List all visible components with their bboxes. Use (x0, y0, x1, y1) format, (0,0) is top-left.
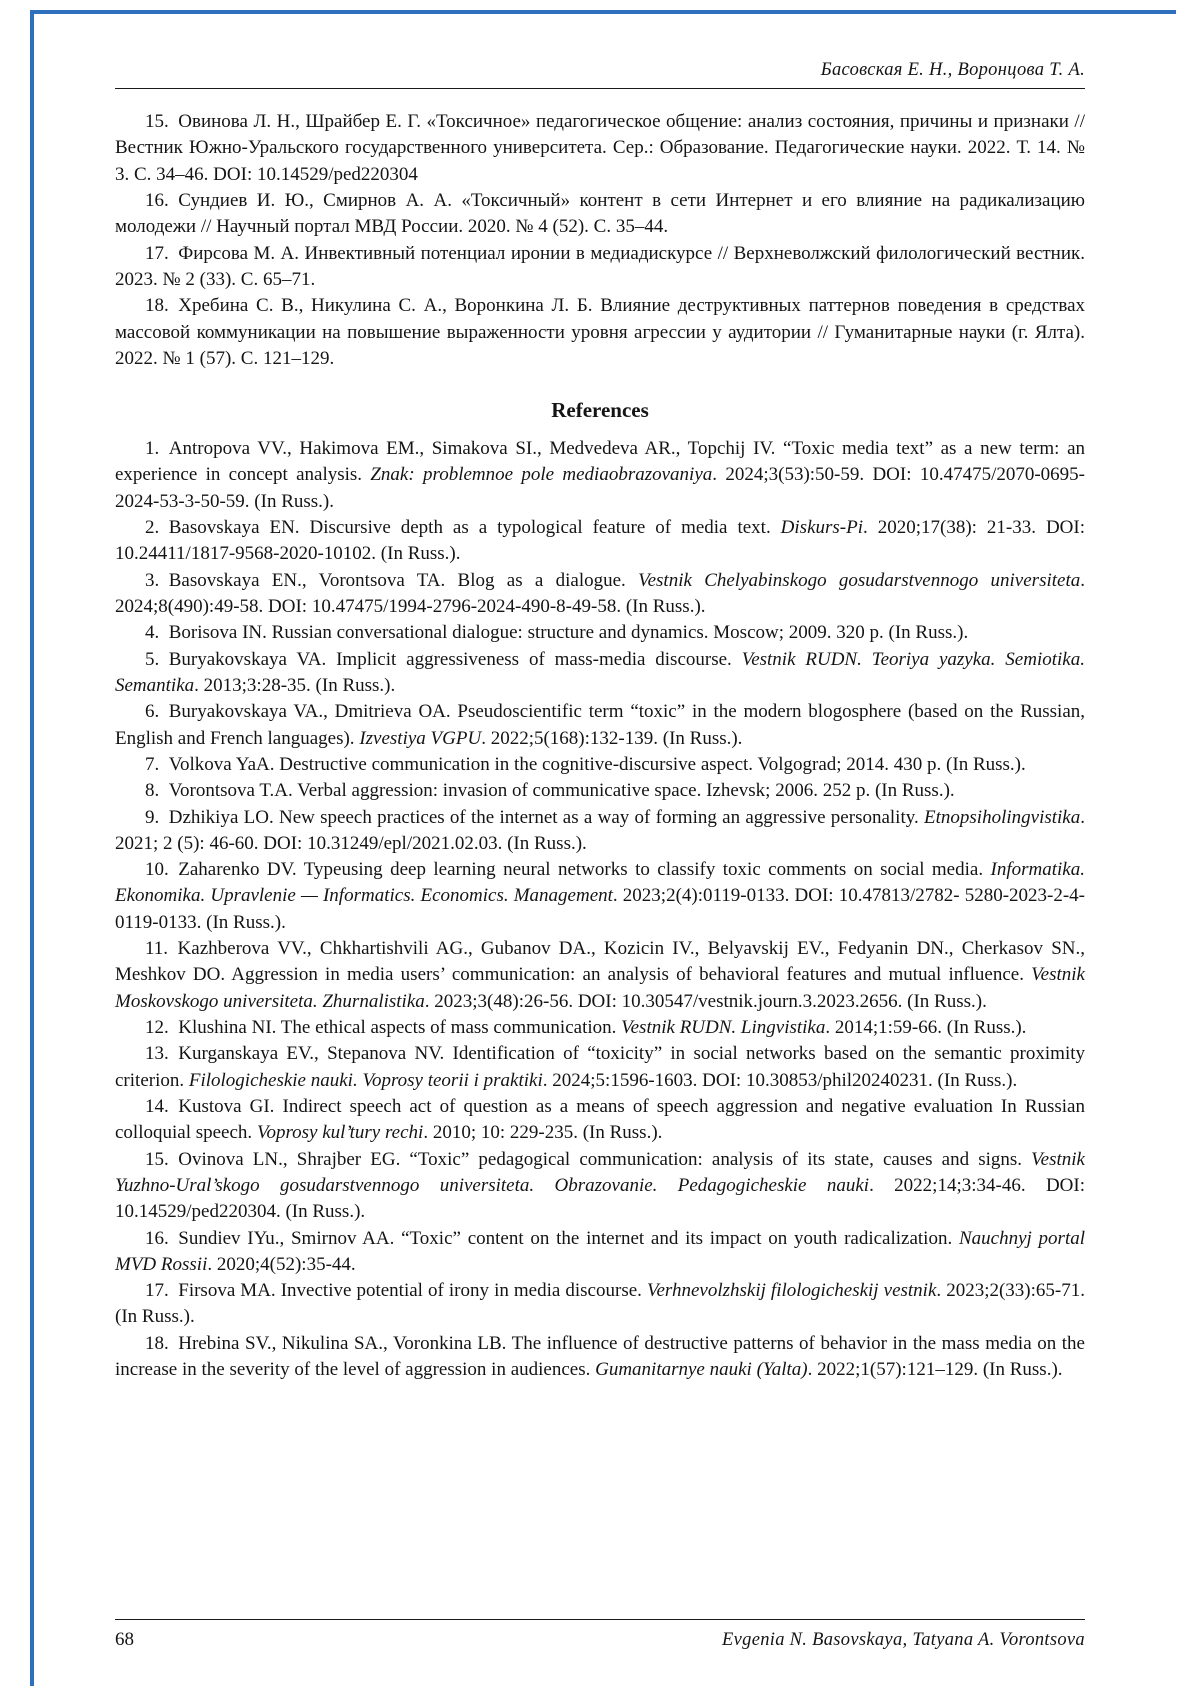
page-footer (115, 1619, 1085, 1697)
page-number: 68 (115, 1629, 134, 1650)
reference-item: 9. Dzhikiya LO. New speech practices of the internet as a way of forming an aggressive personality. Etnopsiholingvistika. 2021; 2 (5): 46-60. DOI: 10.31249/epl/2021.02.03. (In Russ.). (115, 806, 1085, 854)
page-header (115, 60, 1085, 89)
russian-references-section (115, 109, 1085, 372)
reference-item: 4. Borisova IN. Russian conversational dialogue: structure and dynamics. Moscow; 2009. 320 p. (In Russ.). (145, 622, 969, 644)
reference-item: 1. Antropova VV., Hakimova EM., Simakova SI., Medvedeva AR., Topchij IV. “Toxic media text” as a new term: an experience in concept analysis. Znak: problemnoe pole mediaobrazovaniya. 2024;3(53):50-59. DOI: 10.47475/2070-0695-2024-53-3-50-59. (In Russ.). (115, 438, 1085, 512)
reference-item: 8. Vorontsova T.A. Verbal aggression: invasion of communicative space. Izhevsk; 2006. 252 p. (In Russ.). (145, 780, 955, 802)
reference-item: 2. Basovskaya EN. Discursive depth as a typological feature of media text. Diskurs-Pi. 2020;17(38): 21-33. DOI: 10.24411/1817-9568-2020-10102. (In Russ.). (115, 517, 1085, 565)
reference-item: 3. Basovskaya EN., Vorontsova TA. Blog as a dialogue. Vestnik Chelyabinskogo gosudarstvennogo universiteta. 2024;8(490):49-58. DOI: 10.47475/1994-2796-2024-490-8-49-58. (In Russ.). (115, 569, 1085, 617)
reference-item: 18. Hrebina SV., Nikulina SA., Voronkina LB. The influence of destructive patterns of behavior in the mass media on the increase in the severity of the level of aggression in audiences. Gumanitarnye nauki (Yalta). 2022;1(57):121–129. (In Russ.). (115, 1332, 1085, 1381)
footer-rule (115, 1619, 1085, 1620)
reference-item: 16. Sundiev IYu., Smirnov AA. “Toxic” content on the internet and its impact on youth radicalization. Nauchnyj portal MVD Rossii. 2020;4(52):35-44. (115, 1227, 1085, 1275)
reference-item: 11. Kazhberova VV., Chkhartishvili AG., Gubanov DA., Kozicin IV., Belyavskij EV., Fedyanin DN., Cherkasov SN., Meshkov DO. Aggression in media users’ communication: an analysis of behavioral features and mutual influence. Vestnik Moskovskogo universiteta. Zhurnalistika. 2023;3(48):26-56. DOI: 10.30547/vestnik.journ.3.2023.2656. (In Russ.). (115, 938, 1085, 1012)
reference-item: 6. Buryakovskaya VA., Dmitrieva OA. Pseudoscientific term “toxic” in the modern blogosphere (based on the Russian, English and French languages). Izvestiya VGPU. 2022;5(168):132-139. (In Russ.). (115, 701, 1085, 749)
reference-item: 15. Ovinova LN., Shrajber EG. “Toxic” pedagogical communication: analysis of its state, causes and signs. Vestnik Yuzhno-Ural’skogo gosudarstvennogo universiteta. Obrazovanie. Pedagogicheskie nauki. 2022;14;3:34-46. DOI: 10.14529/ped220304. (In Russ.). (115, 1148, 1085, 1223)
reference-item: 7. Volkova YaA. Destructive communication in the cognitive-discursive aspect. Volgograd; 2014. 430 p. (In Russ.). (145, 753, 1026, 775)
reference-item: 18. Хребина С. В., Никулина С. А., Воронкина Л. Б. Влияние деструктивных паттернов поведения в средствах массовой коммуникации на повышение выраженности уровня агрессии у аудитории // Гуманитарные науки (г. Ялта). 2022. № 1 (57). С. 121–129. (115, 295, 1085, 369)
footer-row (115, 1629, 1085, 1651)
left-border-line (30, 10, 34, 1686)
reference-item: 5. Buryakovskaya VA. Implicit aggressiveness of mass-media discourse. Vestnik RUDN. Teoriya yazyka. Semiotika. Semantika. 2013;3:28-35. (In Russ.). (115, 648, 1085, 696)
reference-item: 16. Сундиев И. Ю., Смирнов А. А. «Токсичный» контент в сети Интернет и его влияние на радикализацию молодежи // Научный портал МВД России. 2020. № 4 (52). С. 35–44. (115, 189, 1085, 238)
english-references-section (115, 436, 1085, 1383)
running-head-authors: Басовская Е. Н., Воронцова Т. А. (820, 60, 1085, 80)
reference-item: 13. Kurganskaya EV., Stepanova NV. Identification of “toxicity” in social networks based on the semantic proximity criterion. Filologicheskie nauki. Voprosy teorii i praktiki. 2024;5:1596-1603. DOI: 10.30853/phil20240231. (In Russ.). (115, 1043, 1085, 1091)
reference-item: 17. Фирсова М. А. Инвективный потенциал иронии в медиадискурсе // Верхневолжский филологический вестник. 2023. № 2 (33). С. 65–71. (115, 242, 1085, 290)
reference-item: 10. Zaharenko DV. Typeusing deep learning neural networks to classify toxic comments on social media. Informatika. Ekonomika. Upravlenie — Informatics. Economics. Management. 2023;2(4):0119-0133. DOI: 10.47813/2782- 5280-2023-2-4-0119-0133. (In Russ.). (115, 859, 1085, 933)
reference-item: 14. Kustova GI. Indirect speech act of question as a means of speech aggression and negative evaluation In Russian colloquial speech. Voprosy kul’tury rechi. 2010; 10: 229-235. (In Russ.). (115, 1095, 1085, 1144)
top-border-line (30, 10, 1176, 14)
references-heading: References (551, 398, 649, 423)
reference-item: 17. Firsova MA. Invective potential of irony in media discourse. Verhnevolzhskij filologicheskij vestnik. 2023;2(33):65-71. (In Russ.). (115, 1280, 1085, 1328)
footer-authors: Evgenia N. Basovskaya, Tatyana A. Vorontsova (722, 1630, 1085, 1650)
reference-item: 12. Klushina NI. The ethical aspects of mass communication. Vestnik RUDN. Lingvistika. 2014;1:59-66. (In Russ.). (145, 1017, 1027, 1038)
page-body (115, 89, 1085, 1383)
reference-item: 15. Овинова Л. Н., Шрайбер Е. Г. «Токсичное» педагогическое общение: анализ состояния, причины и признаки // Вестник Южно-Уральского государственного университета. Сер.: Образование. Педагогические науки. 2022. Т. 14. № 3. С. 34–46. DOI: 10.14529/ped220304 (115, 111, 1085, 185)
